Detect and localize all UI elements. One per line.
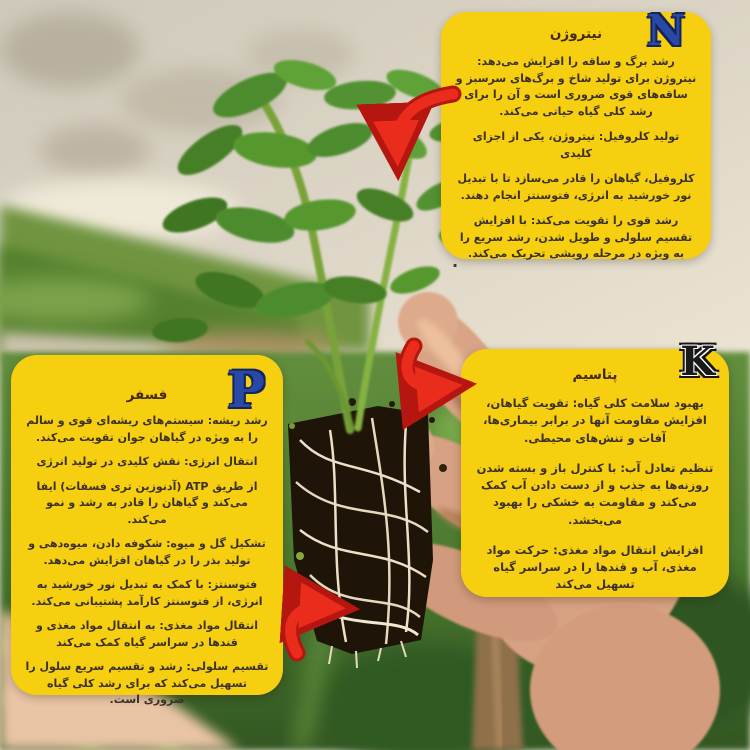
nitrogen-paragraph: تولید کلروفیل: نیتروژن، یکی از اجزای کلیدی	[472, 130, 680, 160]
phosphorus-paragraph: تقسیم سلولی: رشد و تقسیم سریع سلول را تسهیل می‌کند که برای رشد کلی گیاه ضروری است.	[25, 660, 269, 706]
nitrogen-paragraph: کلروفیل، گیاهان را قادر می‌سازد تا با تبدیل نور خورشید به انرژی، فتوسنتز انجام دهند.	[457, 172, 695, 202]
card-potassium	[461, 338, 729, 597]
letter-n-badge: N	[646, 6, 685, 55]
letter-p-badge: P	[227, 360, 265, 419]
potassium-title: پتاسیم	[572, 367, 618, 383]
nitrogen-paragraph: رشد برگ و ساقه را افزایش می‌دهد: نیتروژن برای تولید شاخ و برگ‌های سرسبز و ساقه‌های قوی ضروری است و آن را برای رشد کلی گیاه حیاتی می‌کند.	[455, 55, 697, 118]
potassium-paragraph: بهبود سلامت کلی گیاه: تقویت گیاهان، افزایش مقاومت آنها در برابر بیماری‌ها، آفات و تنش‌های محیطی.	[483, 396, 707, 445]
stray-period-mark: .	[452, 252, 459, 271]
letter-k-badge: K	[680, 338, 715, 385]
card-phosphorus	[11, 355, 283, 706]
card-nitrogen	[441, 6, 711, 260]
nitrogen-title: نیتروژن	[549, 26, 603, 42]
phosphorus-title: فسفر	[126, 387, 168, 403]
potassium-paragraph: افزایش انتقال مواد مغذی: حرکت مواد مغذی، آب و قندها را در سراسر گیاه تسهیل می‌کند	[486, 542, 704, 592]
phosphorus-paragraph: تشکیل گل و میوه: شکوفه دادن، میوه‌دهی و تولید بذر را در گیاهان افزایش می‌دهد.	[28, 537, 266, 567]
nitrogen-paragraph: رشد قوی را تقویت می‌کند: با افزایش تقسیم سلولی و طویل شدن، رشد سریع را به ویژه در مرحله رویشی تحریک می‌کند.	[459, 214, 693, 260]
phosphorus-paragraph: انتقال انرژی: نقش کلیدی در تولید انرژی	[36, 455, 258, 468]
phosphorus-paragraph: رشد ریشه: سیستم‌های ریشه‌ای قوی و سالم را به ویژه در گیاهان جوان تقویت می‌کند.	[26, 414, 268, 444]
potassium-paragraph: تنظیم تعادل آب: با کنترل باز و بسته شدن روزنه‌ها به جذب و از دست دادن آب کمک می‌کند و مقاومت به خشکی را بهبود می‌بخشد.	[476, 460, 714, 527]
phosphorus-paragraph: از طریق ATP (آدنوزین تری فسفات) ایفا می‌کند و گیاهان را قادر به رشد و نمو می‌کند.	[36, 479, 258, 526]
phosphorus-paragraph: انتقال مواد مغذی: به انتقال مواد مغذی و قندها در سراسر گیاه کمک می‌کند	[36, 619, 258, 649]
phosphorus-paragraph: فتوسنتز: با کمک به تبدیل نور خورشید به انرژی، از فتوسنتز کارآمد پشتیبانی می‌کند.	[31, 578, 263, 608]
